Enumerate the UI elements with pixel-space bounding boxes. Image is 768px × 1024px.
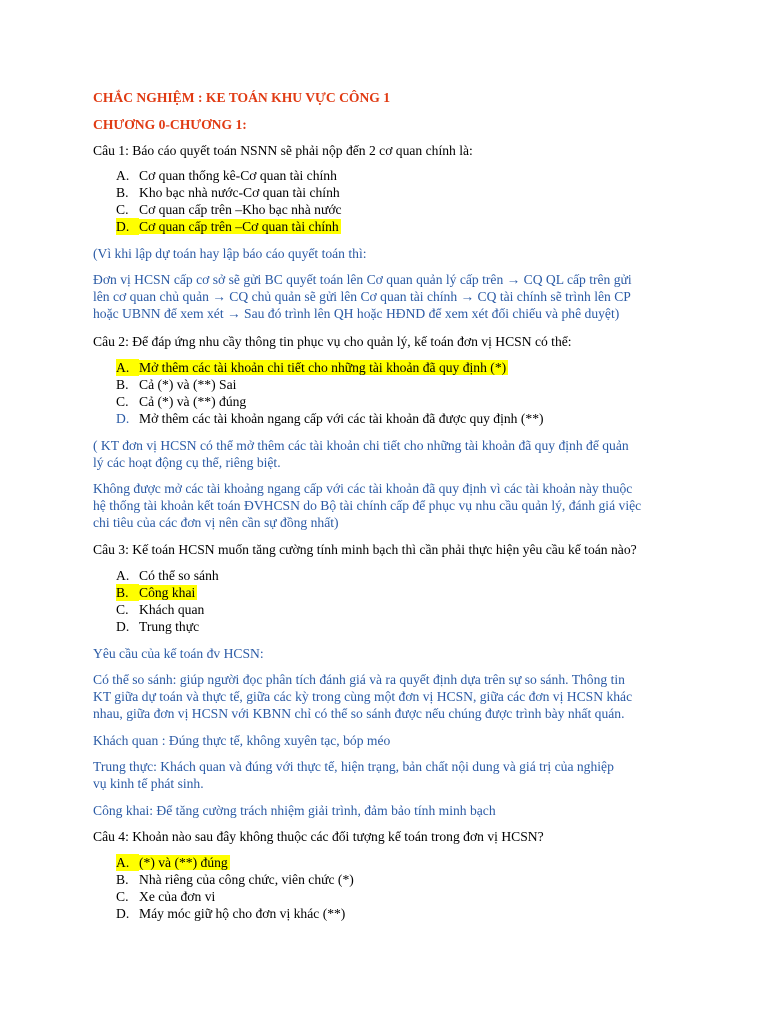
question-1	[93, 142, 473, 159]
q1-explanation-line-1: Đơn vị HCSN cấp cơ sở sẽ gửi BC quyết toán lên Cơ quan quản lý cấp trên → CQ QL cấp trên gửi	[93, 272, 632, 287]
q3-comparable-line-3: nhau, giữa đơn vị HCSN với KBNN chỉ có thể so sánh được nếu chúng được trình bày nhất quán.	[93, 706, 625, 721]
q1-option-a: A. Cơ quan thống kê-Cơ quan tài chính	[116, 168, 337, 183]
q3-comparable-line-1: Có thể so sánh: giúp người đọc phân tích đánh giá và ra quyết định dựa trên sự so sánh. Thông tin	[93, 672, 625, 687]
question-1-text: Báo cáo quyết toán NSNN sẽ phải nộp đến 2 cơ quan chính là:	[128, 143, 473, 158]
q2-explanation-2-line-2: hệ thống tài khoản kết toán ĐVHCSN do Bộ tài chính cấp để phục vụ nhu cầu quản lý, đánh giá việc	[93, 498, 642, 513]
chapter-heading: CHƯƠNG 0-CHƯƠNG 1:	[93, 117, 247, 132]
q1-explanation-intro: (Vì khi lập dự toán hay lập báo cáo quyết toán thì:	[93, 246, 367, 261]
q4-option-c: C. Xe của đơn vi	[116, 889, 216, 904]
q3-option-b: B. Công khai	[116, 585, 196, 600]
q1-option-b: B. Kho bạc nhà nước-Cơ quan tài chính	[116, 185, 340, 200]
q1-option-c: C. Cơ quan cấp trên –Kho bạc nhà nước	[116, 202, 342, 217]
q1-answer-highlight: Cơ quan cấp trên –Cơ quan tài chính	[139, 219, 339, 234]
q1-explanation-line-2: lên cơ quan chủ quản → CQ chủ quản sẽ gửi lên Cơ quan tài chính → CQ tài chính sẽ trình lên CP	[93, 289, 631, 304]
question-1-label: Câu 1:	[93, 143, 129, 158]
q2-option-d: D. Mở thêm các tài khoản ngang cấp với các tài khoản đã được quy định (**)	[116, 411, 544, 426]
document-title: CHẮC NGHIỆM : KE TOÁN KHU VỰC CÔNG 1	[93, 90, 391, 105]
q4-option-d: D. Máy móc giữ hộ cho đơn vị khác (**)	[116, 906, 346, 921]
q4-option-a: A. (*) và (**) đúng	[116, 855, 228, 870]
q1-option-d: D. Cơ quan cấp trên –Cơ quan tài chính	[116, 219, 339, 234]
q3-option-a: A. Có thể so sánh	[116, 568, 219, 583]
question-4: Câu 4: Khoản nào sau đây không thuộc các đối tượng kế toán trong đơn vị HCSN?	[93, 829, 544, 844]
q4-answer-highlight: (*) và (**) đúng	[139, 855, 228, 870]
q1-explanation-line-3: hoặc UBNN để xem xét → Sau đó trình lên QH hoặc HĐND để xem xét đối chiếu và phê duyệt)	[93, 306, 620, 321]
q3-honest-line-2: vụ kinh tế phát sinh.	[93, 776, 204, 791]
q3-public: Công khai: Để tăng cường trách nhiệm giải trình, đảm bảo tính minh bạch	[93, 803, 496, 818]
question-2: Câu 2: Để đáp ứng nhu cầy thông tin phục vụ cho quản lý, kế toán đơn vị HCSN có thể:	[93, 334, 572, 349]
q2-option-c: C. Cả (*) và (**) đúng	[116, 394, 247, 409]
q3-objective: Khách quan : Đúng thực tế, không xuyên tạc, bóp méo	[93, 733, 391, 748]
q3-answer-highlight: Công khai	[139, 585, 196, 600]
q3-option-d: D. Trung thực	[116, 619, 200, 634]
q3-option-c: C. Khách quan	[116, 602, 205, 617]
q4-option-b: B. Nhà riêng của công chức, viên chức (*)	[116, 872, 354, 887]
q3-requirements-title: Yêu cầu của kế toán đv HCSN:	[93, 646, 264, 661]
q2-explanation-2-line-1: Không được mở các tài khoảng ngang cấp với các tài khoản đã quy định vì các tài khoản này thuộc	[93, 481, 633, 496]
q3-comparable-line-2: KT giữa dự toán và thực tế, giữa các kỳ trong cùng một đơn vị HCSN, giữa các đơn vị HCSN khác	[93, 689, 633, 704]
question-3: Câu 3: Kế toán HCSN muốn tăng cường tính minh bạch thì cần phải thực hiện yêu cầu kế toán nào?	[93, 542, 637, 557]
q2-answer-highlight: Mở thêm các tài khoản chi tiết cho những tài khoản đã quy định (*)	[139, 360, 507, 375]
q2-explanation-2-line-3: chi tiêu của các đơn vị nên cần sự đồng nhất)	[93, 515, 339, 530]
q2-explanation-1-line-1: ( KT đơn vị HCSN có thể mở thêm các tài khoản chi tiết cho những tài khoản đã quy định để quản	[93, 438, 629, 453]
q2-explanation-1-line-2: lý các hoạt động cụ thể, riêng biệt.	[93, 455, 281, 470]
q2-option-b: B. Cả (*) và (**) Sai	[116, 377, 237, 392]
q3-honest-line-1: Trung thực: Khách quan và đúng với thực tế, hiện trạng, bản chất nội dung và giá trị của nghiệp	[93, 759, 614, 774]
q2-option-a: A. Mở thêm các tài khoản chi tiết cho những tài khoản đã quy định (*)	[116, 360, 507, 375]
